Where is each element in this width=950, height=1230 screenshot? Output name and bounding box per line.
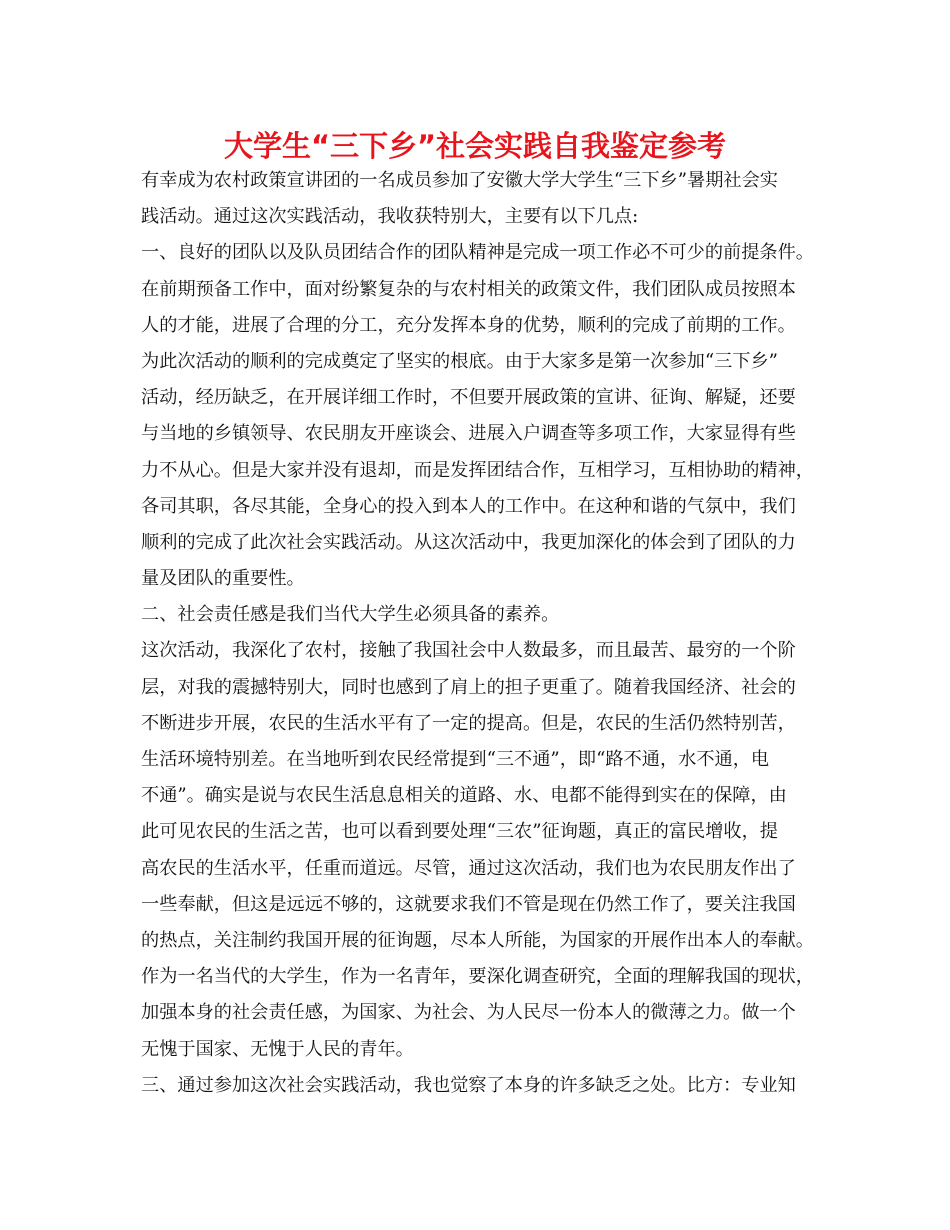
text-line: 层，对我的震撼特别大，同时也感到了肩上的担子更重了。随着我国经济、社会的 (141, 676, 796, 698)
text-line: 一些奉献，但这是远远不够的，这就要求我们不管是现在仍然工作了，要关注我国 (141, 893, 796, 915)
text-line: 的热点，关注制约我国开展的征询题，尽本人所能，为国家的开展作出本人的奉献。 (141, 929, 814, 951)
text-line: 无愧于国家、无愧于人民的青年。 (141, 1038, 414, 1060)
text-line: 作为一名当代的大学生，作为一名青年，要深化调查研究，全面的理解我国的现状， (141, 966, 814, 988)
text-line: 顺利的完成了此次社会实践活动。从这次活动中，我更加深化的体会到了团队的力 (141, 531, 796, 553)
text-line: 二、社会责任感是我们当代大学生必须具备的素养。 (141, 604, 560, 626)
text-line: 加强本身的社会责任感，为国家、为社会、为人民尽一份本人的微薄之力。做一个 (141, 1002, 796, 1024)
text-line: 在前期预备工作中，面对纷繁复杂的与农村相关的政策文件，我们团队成员按照本 (141, 278, 796, 300)
text-line: 人的才能，进展了合理的分工，充分发挥本身的优势，顺利的完成了前期的工作。 (141, 314, 796, 336)
text-line: 不通”。确实是说与农民生活息息相关的道路、水、电都不能得到实在的保障，由 (141, 785, 787, 807)
text-line: 此可见农民的生活之苦，也可以看到要处理“三农”征询题，真正的富民增收，提 (141, 821, 778, 843)
text-line: 高农民的生活水平，任重而道远。尽管，通过这次活动，我们也为农民朋友作出了 (141, 857, 796, 879)
text-line: 各司其职，各尽其能，全身心的投入到本人的工作中。在这种和谐的气氛中，我们 (141, 495, 796, 517)
text-line: 不断进步开展，农民的生活水平有了一定的提高。但是，农民的生活仍然特别苦， (141, 712, 796, 734)
text-line: 与当地的乡镇领导、农民朋友开座谈会、进展入户调查等多项工作，大家显得有些 (141, 423, 796, 445)
text-line: 践活动。通过这次实践活动，我收获特别大，主要有以下几点: (141, 206, 639, 228)
text-line: 为此次活动的顺利的完成奠定了坚实的根底。由于大家多是第一次参加“三下乡” (141, 350, 778, 372)
text-line: 活动，经历缺乏，在开展详细工作时，不但要开展政策的宣讲、征询、解疑，还要 (141, 387, 796, 409)
text-line: 量及团队的重要性。 (141, 568, 305, 590)
text-line: 生活环境特别差。在当地听到农民经常提到“三不通”，即“路不通，水不通，电 (141, 749, 770, 770)
text-line: 这次活动，我深化了农村，接触了我国社会中人数最多，而且最苦、最穷的一个阶 (141, 640, 796, 662)
document-title: 大学生“三下乡”社会实践自我鉴定参考 (223, 129, 727, 163)
text-line: 三、通过参加这次社会实践活动，我也觉察了本身的许多缺乏之处。比方：专业知 (141, 1074, 796, 1096)
text-line: 一、良好的团队以及队员团结合作的团队精神是完成一项工作必不可少的前提条件。 (141, 242, 814, 264)
text-line: 有幸成为农村政策宣讲团的一名成员参加了安徽大学大学生“三下乡”暑期社会实 (141, 170, 778, 191)
text-line: 力不从心。但是大家并没有退却，而是发挥团结合作，互相学习，互相协助的精神， (141, 459, 814, 481)
document-body (141, 163, 831, 1104)
